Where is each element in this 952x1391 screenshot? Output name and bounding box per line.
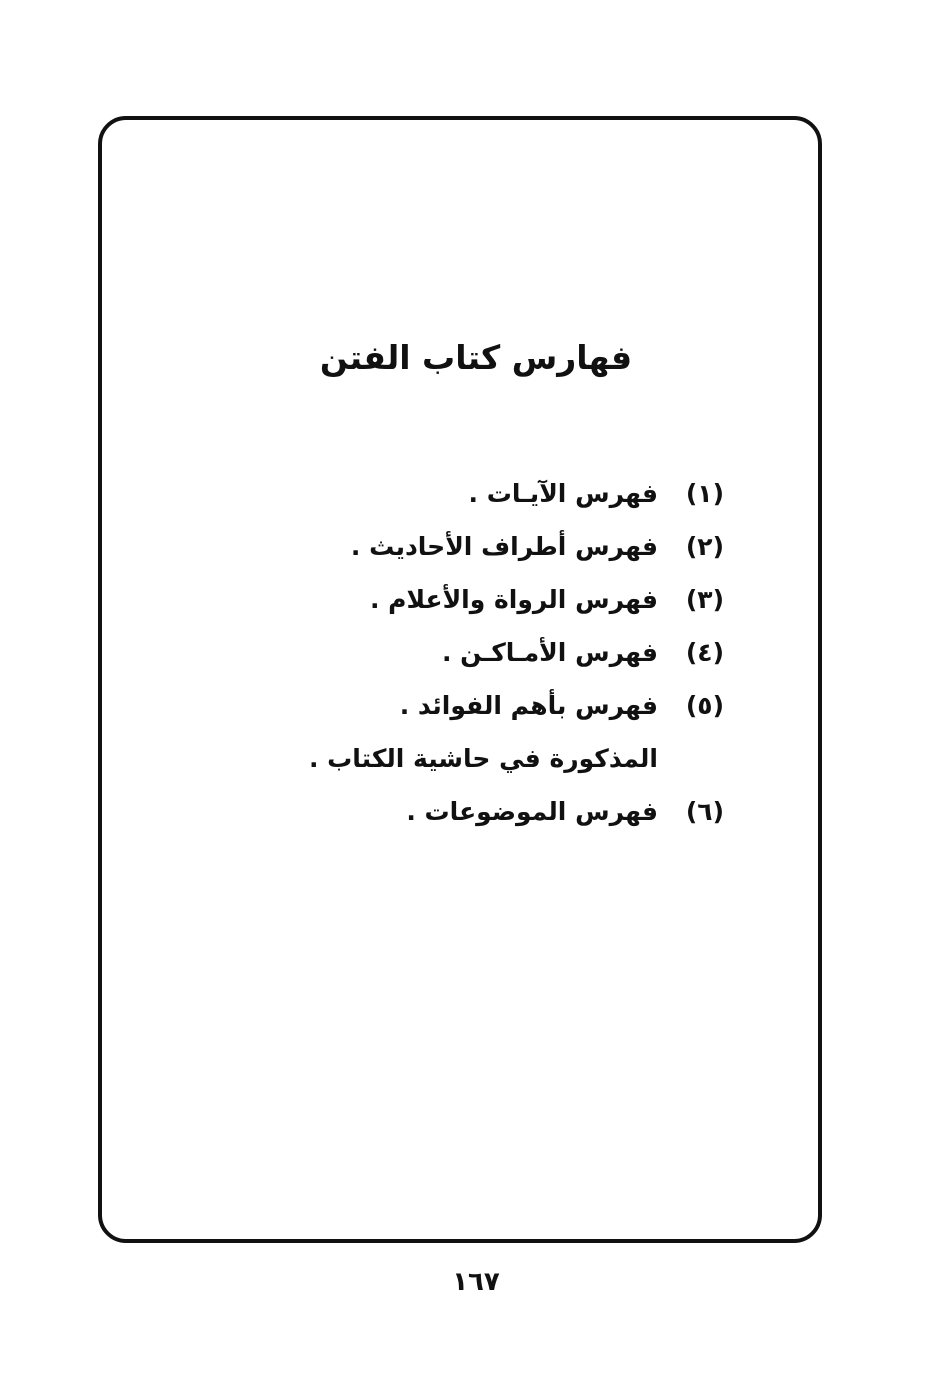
item-text: فهرس أطراف الأحاديث .	[350, 532, 658, 561]
list-item	[224, 629, 724, 682]
page-number: ١٦٧	[452, 1267, 500, 1297]
item-text: المذكورة في حاشية الكتاب .	[308, 744, 658, 773]
item-number: (٢)	[685, 532, 724, 561]
item-number: (١)	[685, 479, 724, 508]
item-number: (٣)	[685, 585, 724, 614]
list-item	[224, 470, 724, 523]
item-number: (٤)	[685, 638, 724, 667]
list-item	[224, 788, 724, 841]
list-item	[224, 682, 724, 735]
list-item	[224, 576, 724, 629]
item-text: فهرس الرواة والأعلام .	[369, 585, 658, 614]
item-number: (٥)	[685, 691, 724, 720]
item-text: فهرس الموضوعات .	[406, 797, 658, 826]
index-list	[224, 470, 724, 841]
list-item	[224, 523, 724, 576]
list-item-continuation	[224, 735, 724, 788]
item-text: فهرس الأمـاكـن .	[441, 638, 658, 667]
item-number: (٦)	[685, 797, 724, 826]
page-title: فهارس كتاب الفتن	[319, 338, 633, 377]
item-text: فهرس الآيـات .	[468, 479, 658, 508]
item-text: فهرس بأهم الفوائد .	[399, 691, 658, 720]
